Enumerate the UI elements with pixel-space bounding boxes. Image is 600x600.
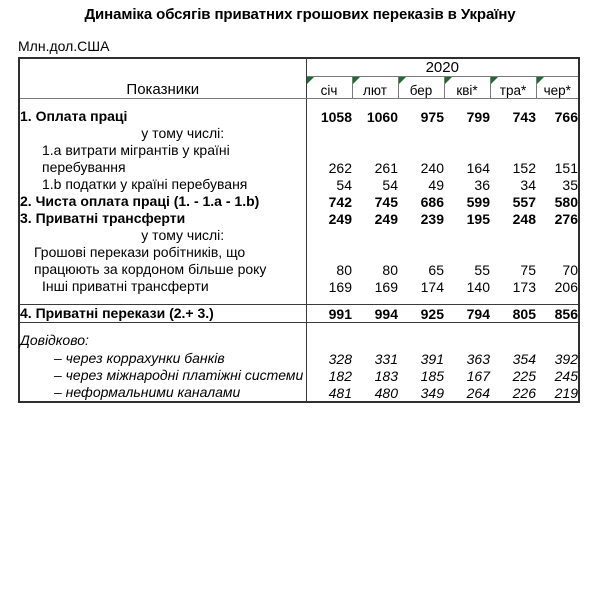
green-corner-triangle-icon [491,77,498,84]
row-value: 70 [536,244,579,278]
row-value: 276 [536,210,579,227]
row-value: 169 [328,279,352,296]
row-value [306,227,352,244]
row-label: Грошові перекази робітників, що працюють за кордоном більше року [19,244,306,278]
row-value: 65 [428,262,444,279]
row-value [352,227,398,244]
row-label: – через коррахунки банків [19,350,306,367]
row-label: 1.a витрати мігрантів у країні перебування [19,142,306,176]
column-header-month-label: бер [409,82,433,98]
row-value: 140 [466,279,490,296]
row-value: 173 [512,279,536,296]
row-value: 80 [336,262,352,279]
row-value: 35 [536,176,579,193]
table-row [19,125,579,142]
row-value: 49 [428,176,444,193]
row-value [444,125,490,142]
row-value: 599 [466,193,490,210]
row-label: 2. Чиста оплата праці (1. - 1.a - 1.b) [19,193,306,210]
row-label: 1. Оплата праці [19,108,306,125]
table-row [19,350,579,367]
table-row [19,227,579,244]
row-value: 261 [374,159,398,176]
row-value: 805 [490,305,536,323]
row-value: 34 [520,176,536,193]
row-value: 925 [398,305,444,323]
column-header-month-2 [398,77,444,98]
row-value: 262 [328,159,352,176]
table-row [19,210,579,227]
green-corner-triangle-icon [353,77,360,84]
table-body [19,98,579,402]
row-value: 185 [420,367,444,384]
column-header-month-label: кві* [456,82,478,98]
row-label: 4. Приватні перекази (2.+ 3.) [19,305,306,323]
row-value: 226 [490,384,536,402]
green-corner-triangle-icon [445,77,452,84]
row-value: 183 [374,367,398,384]
row-value: 75 [520,262,536,279]
header-row-year [19,58,579,77]
table-row [19,108,579,125]
row-value: 580 [536,193,579,210]
row-value: 219 [536,384,579,402]
row-value: 686 [420,193,444,210]
row-value: 54 [382,176,398,193]
row-value: 80 [382,262,398,279]
column-header-month-label: тра* [499,82,527,98]
remittances-table [18,57,580,403]
spacer-row [19,323,579,333]
row-value: 991 [306,305,352,323]
page-title: Динаміка обсягів приватних грошових переказів в Україну [84,6,516,23]
row-value: 349 [398,384,444,402]
column-header-month-label: чер* [543,82,571,98]
row-value [490,227,536,244]
column-header-year: 2020 [306,58,579,77]
table-row [19,193,579,210]
row-value [398,227,444,244]
row-value: 481 [306,384,352,402]
row-value: 975 [420,108,444,125]
row-label: – через міжнародні платіжні системи [19,367,306,384]
row-value: 363 [466,350,490,367]
row-value: 1058 [320,108,352,125]
row-value: 54 [336,176,352,193]
row-value: 55 [474,262,490,279]
table-row [19,142,579,176]
row-value: 354 [512,350,536,367]
row-value [398,125,444,142]
row-value: 480 [352,384,398,402]
row-value: 264 [444,384,490,402]
spacer-row [19,98,579,108]
row-value [536,125,579,142]
row-value: 391 [420,350,444,367]
green-corner-triangle-icon [399,77,406,84]
row-value: 328 [328,350,352,367]
green-corner-triangle-icon [307,77,314,84]
row-value: 245 [536,367,579,384]
column-header-month-4 [490,77,536,98]
column-header-month-label: лют [363,82,387,98]
units-label: Млн.дол.США [18,38,110,54]
row-value: 743 [512,108,536,125]
column-header-month-1 [352,77,398,98]
row-value [490,125,536,142]
table-row [19,176,579,193]
row-label: Інші приватні трансферти [19,278,306,295]
row-label: 1.b податки у країні перебуваня [19,176,306,193]
row-value: 742 [328,193,352,210]
row-value: 794 [444,305,490,323]
row-value: 36 [474,176,490,193]
row-value: 240 [420,159,444,176]
row-value: 195 [466,211,490,228]
row-value [536,227,579,244]
table-row [19,278,579,295]
row-label: – неформальними каналами [19,384,306,402]
row-value: 151 [536,142,579,176]
column-header-month-0 [306,77,352,98]
column-header-month-5 [536,77,579,98]
row-value: 856 [536,305,579,323]
row-value: 557 [512,193,536,210]
row-value [306,125,352,142]
row-label: 3. Приватні трансферти [19,210,306,227]
row-value: 766 [536,108,579,125]
table-row [19,305,579,323]
row-value: 392 [536,350,579,367]
row-value: 164 [466,159,490,176]
row-value [444,227,490,244]
row-value: 994 [352,305,398,323]
table-row [19,384,579,402]
row-value: 152 [512,159,536,176]
column-header-month-3 [444,77,490,98]
row-label: у тому числі: [19,125,306,142]
column-header-indicators: Показники [19,58,306,98]
spacer-row [19,295,579,305]
row-value: 206 [536,278,579,295]
row-value [352,125,398,142]
footnote-heading-row [19,332,579,349]
row-value: 225 [512,367,536,384]
green-corner-triangle-icon [537,77,544,84]
row-value: 799 [466,108,490,125]
row-value: 249 [328,211,352,228]
row-value: 248 [512,211,536,228]
footnote-heading: Довідково: [19,332,306,349]
row-value: 169 [374,279,398,296]
row-value: 331 [374,350,398,367]
row-value: 1060 [366,108,398,125]
row-value: 182 [328,367,352,384]
table-row [19,367,579,384]
remittances-table-wrapper [18,57,578,403]
column-header-month-label: січ [320,82,338,98]
row-value: 167 [466,367,490,384]
table-head [19,58,579,98]
row-value: 239 [420,211,444,228]
row-label: у тому числі: [19,227,306,244]
row-value: 745 [374,193,398,210]
row-value: 249 [374,211,398,228]
table-row [19,244,579,278]
row-value: 174 [420,279,444,296]
